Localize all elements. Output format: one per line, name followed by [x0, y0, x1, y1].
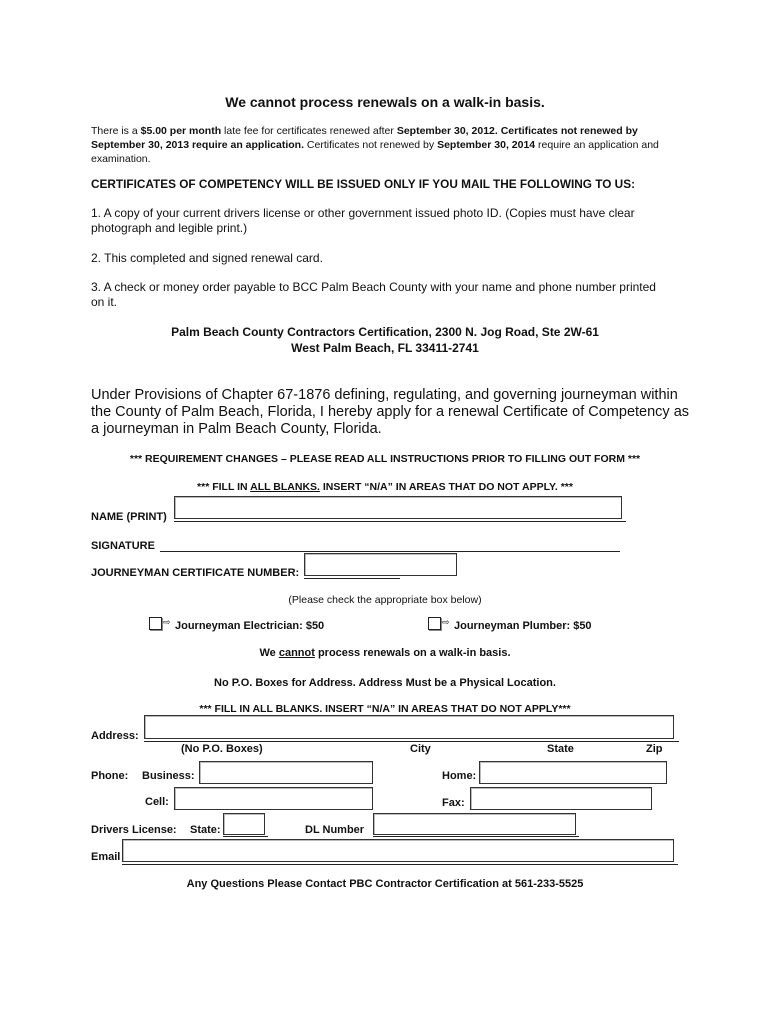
electrician-checkbox[interactable]: [149, 617, 162, 630]
name-input[interactable]: [174, 496, 622, 519]
mail-item-1: 1. A copy of your current drivers license or other government issued photo ID. (Copies must have clear photograph and legible print.): [91, 206, 635, 235]
provisions-paragraph: Under Provisions of Chapter 67-1876 defining, regulating, and governing journeyman within the County of Palm Beach, Florida, I hereby apply for a renewal Certificate of Competency as a journeyman in Palm Beach County, Florida.: [91, 387, 690, 437]
business-phone-input[interactable]: [199, 761, 373, 784]
address-label: Address:: [91, 730, 139, 742]
dl-number-input[interactable]: [373, 813, 576, 835]
home-label: Home:: [442, 770, 477, 782]
check-note: (Please check the appropriate box below): [288, 594, 482, 606]
email-label: Email: [91, 851, 121, 863]
walkin2-b: process renewals on a walk-in basis.: [314, 647, 511, 659]
state-label: State: [547, 743, 574, 755]
dl-number-underline: [373, 836, 579, 837]
dl-number-label: DL Number: [305, 824, 365, 836]
walkin2-a: We: [259, 647, 279, 659]
zip-label: Zip: [646, 743, 663, 755]
page-title: We cannot process renewals on a walk-in basis.: [225, 94, 545, 110]
po-box-notice: No P.O. Boxes for Address. Address Must be a Physical Location.: [214, 677, 556, 689]
address-underline: [144, 741, 679, 742]
cert-number-input[interactable]: [304, 553, 457, 576]
plumber-label: Journeyman Plumber: $50: [454, 620, 592, 632]
fill-in-notice-1: [0, 481, 770, 493]
requirement-changes: *** REQUIREMENT CHANGES – PLEASE READ ALL INSTRUCTIONS PRIOR TO FILLING OUT FORM ***: [129, 453, 641, 465]
signature-line[interactable]: [160, 551, 620, 552]
mailing-address-line2: West Palm Beach, FL 33411-2741: [291, 341, 479, 355]
address-input[interactable]: [144, 715, 674, 739]
mailing-address-line1: Palm Beach County Contractors Certification, 2300 N. Jog Road, Ste 2W-61: [171, 325, 599, 339]
cell-label: Cell:: [145, 796, 169, 808]
cert-number-label: JOURNEYMAN CERTIFICATE NUMBER:: [91, 567, 300, 579]
home-phone-input[interactable]: [479, 761, 667, 784]
fax-input[interactable]: [470, 787, 652, 810]
late-fee: $5.00 per month: [140, 125, 222, 137]
mail-item-2: 2. This completed and signed renewal card.: [91, 251, 323, 265]
plumber-checkbox[interactable]: [428, 617, 441, 630]
drivers-license-label: Drivers License:: [91, 824, 177, 836]
no-po-box-label: (No P.O. Boxes): [181, 743, 263, 755]
name-underline: [174, 521, 626, 522]
electrician-arrow-icon: ⇨: [163, 617, 171, 627]
name-label: NAME (PRINT): [91, 511, 167, 523]
contact-footer: Any Questions Please Contact PBC Contractor Certification at 561-233-5525: [186, 878, 584, 890]
intro-text-a: There is a: [91, 125, 141, 137]
cell-phone-input[interactable]: [174, 787, 373, 810]
intro-text-d: require an application and examination.: [91, 139, 659, 165]
dl-state-label: State:: [190, 824, 221, 836]
cert-number-underline: [304, 578, 400, 579]
mail-item-3: 3. A check or money order payable to BCC Palm Beach County with your name and phone number printed on it.: [91, 280, 656, 309]
fax-label: Fax:: [442, 797, 465, 809]
intro-text-b: late fee for certificates renewed after: [221, 125, 397, 137]
business-label: Business:: [142, 770, 195, 782]
walkin2-cannot: cannot: [278, 647, 315, 659]
signature-label: SIGNATURE: [91, 540, 155, 552]
intro-paragraph: [91, 124, 671, 166]
fill1-all-blanks: ALL BLANKS.: [250, 481, 320, 493]
fill-in-notice-2: *** FILL IN ALL BLANKS. INSERT “N/A” IN AREAS THAT DO NOT APPLY***: [199, 703, 571, 715]
deadline-2014: September 30, 2014: [437, 139, 536, 151]
plumber-arrow-icon: ⇨: [442, 617, 450, 627]
deadline-2012-2013: September 30, 2012. Certificates not renewed by September 30, 2013 require an application.: [91, 125, 638, 151]
dl-state-input[interactable]: [223, 813, 265, 835]
email-underline: [122, 864, 678, 865]
mail-heading: CERTIFICATES OF COMPETENCY WILL BE ISSUED ONLY IF YOU MAIL THE FOLLOWING TO US:: [91, 177, 635, 191]
fill1-b: INSERT “N/A” IN AREAS THAT DO NOT APPLY. ***: [319, 481, 573, 493]
electrician-label: Journeyman Electrician: $50: [175, 620, 325, 632]
dl-state-underline: [223, 836, 268, 837]
intro-text-c: Certificates not renewed by: [304, 139, 438, 151]
phone-label: Phone:: [91, 770, 129, 782]
fill1-a: *** FILL IN: [197, 481, 251, 493]
email-input[interactable]: [122, 839, 674, 862]
walk-in-notice: [0, 647, 770, 659]
city-label: City: [410, 743, 431, 755]
